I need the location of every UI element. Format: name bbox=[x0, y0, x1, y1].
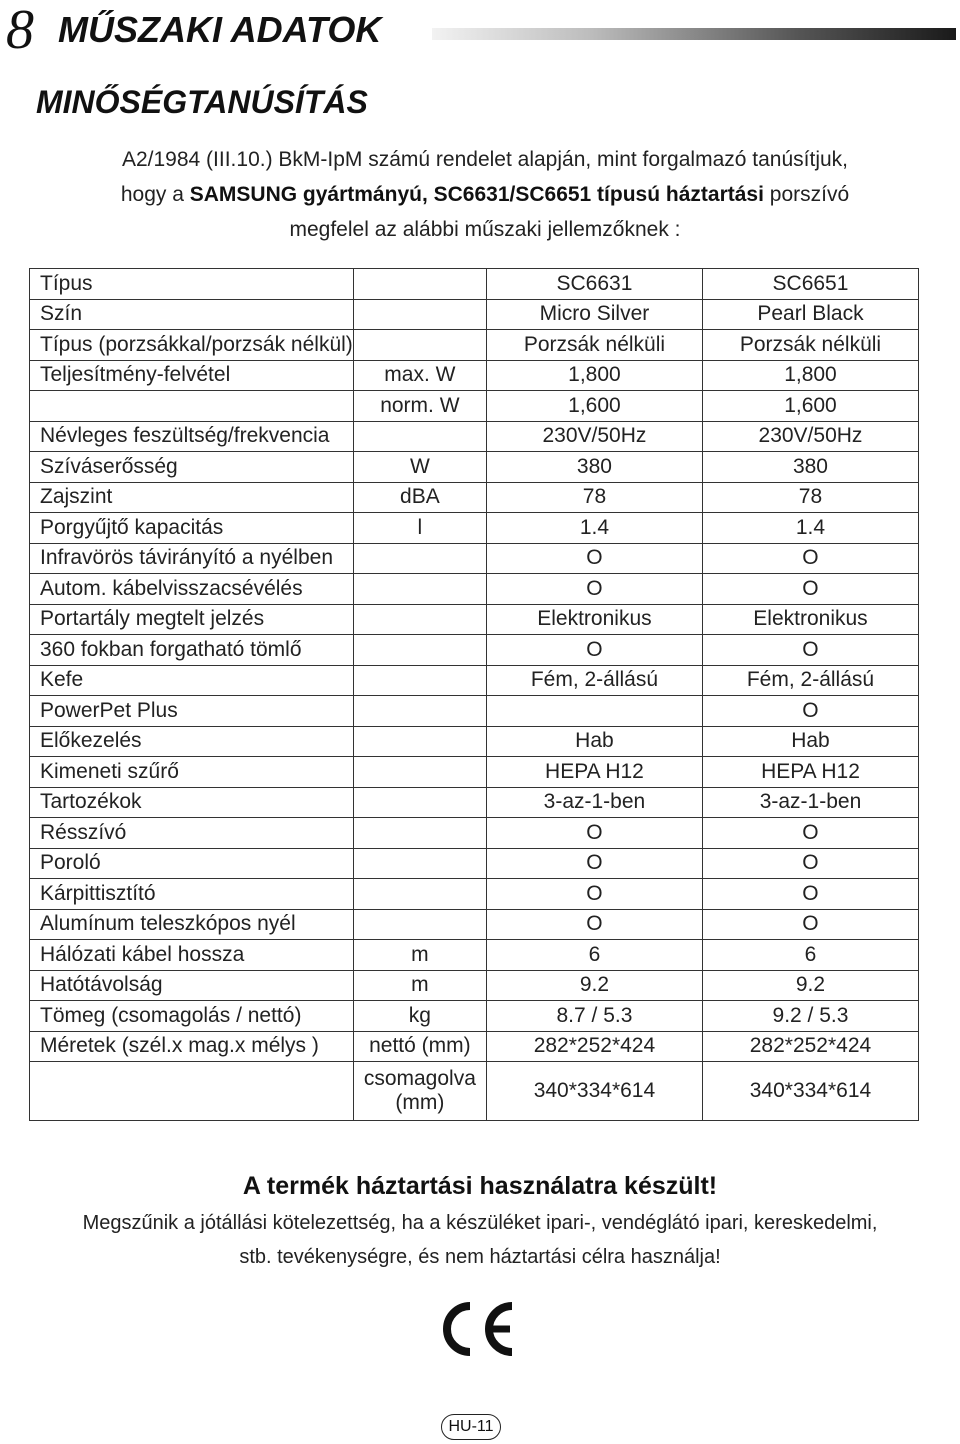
spec-value-sc6631: 6 bbox=[486, 940, 702, 971]
spec-value-sc6631: O bbox=[486, 635, 702, 666]
spec-label: PowerPet Plus bbox=[30, 696, 354, 727]
spec-row bbox=[30, 1001, 919, 1032]
spec-unit bbox=[353, 299, 486, 330]
spec-row bbox=[30, 482, 919, 513]
spec-unit bbox=[353, 757, 486, 788]
spec-unit: m bbox=[353, 940, 486, 971]
spec-row bbox=[30, 299, 919, 330]
spec-value-sc6631 bbox=[486, 696, 702, 727]
intro-line-2-bold: SAMSUNG gyártmányú, SC6631/SC6651 típusú háztartási bbox=[189, 183, 764, 206]
spec-unit bbox=[353, 330, 486, 361]
spec-unit bbox=[353, 818, 486, 849]
spec-row bbox=[30, 848, 919, 879]
spec-row bbox=[30, 909, 919, 940]
spec-value-sc6651: O bbox=[702, 909, 918, 940]
spec-value-sc6651: O bbox=[702, 543, 918, 574]
intro-line-3: megfelel az alábbi műszaki jellemzőknek : bbox=[289, 218, 681, 241]
chapter-title: MŰSZAKI ADATOK bbox=[58, 9, 382, 50]
intro-paragraph bbox=[60, 142, 910, 247]
spec-unit bbox=[353, 726, 486, 757]
spec-row bbox=[30, 513, 919, 544]
spec-value-sc6651: 6 bbox=[702, 940, 918, 971]
spec-unit-line-1: csomagolva bbox=[363, 1067, 476, 1090]
spec-value-sc6631: Porzsák nélküli bbox=[486, 330, 702, 361]
spec-unit bbox=[353, 848, 486, 879]
spec-row bbox=[30, 1031, 919, 1062]
spec-row bbox=[30, 635, 919, 666]
spec-label: Szíváserősség bbox=[30, 452, 354, 483]
spec-value-sc6651: 282*252*424 bbox=[702, 1031, 918, 1062]
spec-row bbox=[30, 940, 919, 971]
spec-value-sc6651: O bbox=[702, 848, 918, 879]
spec-unit: kg bbox=[353, 1001, 486, 1032]
ce-mark-icon bbox=[440, 1300, 518, 1358]
spec-unit bbox=[353, 574, 486, 605]
spec-label: Tömeg (csomagolás / nettó) bbox=[30, 1001, 354, 1032]
spec-unit: norm. W bbox=[353, 391, 486, 422]
spec-value-sc6631: 8.7 / 5.3 bbox=[486, 1001, 702, 1032]
spec-label: Típus bbox=[30, 269, 354, 300]
spec-value-sc6651: 380 bbox=[702, 452, 918, 483]
spec-unit bbox=[353, 543, 486, 574]
spec-label bbox=[30, 1062, 354, 1121]
spec-row bbox=[30, 879, 919, 910]
spec-unit: m bbox=[353, 970, 486, 1001]
notice-line-1: Megszűnik a jótállási kötelezettség, ha a készüléket ipari-, vendéglátó ipari, kereskedelmi, bbox=[82, 1212, 878, 1234]
chapter-header bbox=[0, 0, 960, 60]
spec-value-sc6651: 230V/50Hz bbox=[702, 421, 918, 452]
spec-value-sc6651: Elektronikus bbox=[702, 604, 918, 635]
spec-label: Poroló bbox=[30, 848, 354, 879]
spec-label: Infravörös távirányító a nyélben bbox=[30, 543, 354, 574]
spec-label: Előkezelés bbox=[30, 726, 354, 757]
spec-label: Autom. kábelvisszacsévélés bbox=[30, 574, 354, 605]
spec-value-sc6651: Pearl Black bbox=[702, 299, 918, 330]
spec-value-sc6631: O bbox=[486, 879, 702, 910]
spec-label: Hálózati kábel hossza bbox=[30, 940, 354, 971]
spec-value-sc6651: O bbox=[702, 696, 918, 727]
spec-unit: W bbox=[353, 452, 486, 483]
spec-label: Szín bbox=[30, 299, 354, 330]
spec-table-body bbox=[30, 269, 919, 1121]
spec-row bbox=[30, 574, 919, 605]
spec-unit: nettó (mm) bbox=[353, 1031, 486, 1062]
spec-value-sc6651: 1,600 bbox=[702, 391, 918, 422]
spec-row bbox=[30, 360, 919, 391]
spec-value-sc6631: 282*252*424 bbox=[486, 1031, 702, 1062]
spec-value-sc6631: Elektronikus bbox=[486, 604, 702, 635]
spec-row bbox=[30, 330, 919, 361]
spec-value-sc6651: Hab bbox=[702, 726, 918, 757]
spec-label: Portartály megtelt jelzés bbox=[30, 604, 354, 635]
spec-value-sc6631: HEPA H12 bbox=[486, 757, 702, 788]
spec-unit bbox=[353, 696, 486, 727]
spec-row-packed-dimensions bbox=[30, 1062, 919, 1121]
intro-line-2 bbox=[60, 177, 910, 212]
spec-value-sc6651: O bbox=[702, 635, 918, 666]
spec-row bbox=[30, 970, 919, 1001]
spec-label: Porgyűjtő kapacitás bbox=[30, 513, 354, 544]
spec-table bbox=[29, 268, 919, 1121]
spec-label: Névleges feszültség/frekvencia bbox=[30, 421, 354, 452]
spec-value-sc6651: 9.2 bbox=[702, 970, 918, 1001]
spec-value-sc6631: 1,600 bbox=[486, 391, 702, 422]
spec-unit bbox=[353, 665, 486, 696]
spec-value-sc6631: 380 bbox=[486, 452, 702, 483]
spec-value-sc6651: HEPA H12 bbox=[702, 757, 918, 788]
intro-line-2-pre: hogy a bbox=[120, 183, 190, 206]
notice-text bbox=[20, 1206, 940, 1274]
spec-value-sc6651: SC6651 bbox=[702, 269, 918, 300]
spec-value-sc6651: Fém, 2-állású bbox=[702, 665, 918, 696]
spec-label: Kárpittisztító bbox=[30, 879, 354, 910]
notice-line-2: stb. tevékenységre, és nem háztartási célra használja! bbox=[239, 1246, 721, 1268]
spec-label: Alumínum teleszkópos nyél bbox=[30, 909, 354, 940]
spec-unit bbox=[353, 604, 486, 635]
notice-title: A termék háztartási használatra készült! bbox=[242, 1172, 718, 1200]
spec-value-sc6631: Fém, 2-állású bbox=[486, 665, 702, 696]
spec-value-sc6631: O bbox=[486, 848, 702, 879]
section-title: MINŐSÉGTANÚSÍTÁS bbox=[36, 84, 368, 120]
spec-value-sc6651: O bbox=[702, 879, 918, 910]
intro-line-1: A2/1984 (III.10.) BkM-IpM számú rendelet alapján, mint forgalmazó tanúsítjuk, bbox=[121, 148, 848, 171]
spec-label: Típus (porzsákkal/porzsák nélkül) bbox=[30, 330, 354, 361]
spec-unit bbox=[353, 421, 486, 452]
spec-label: 360 fokban forgatható tömlő bbox=[30, 635, 354, 666]
spec-value-sc6631: Hab bbox=[486, 726, 702, 757]
spec-unit bbox=[353, 879, 486, 910]
spec-label: Hatótávolság bbox=[30, 970, 354, 1001]
spec-label: Résszívó bbox=[30, 818, 354, 849]
spec-value-sc6631: O bbox=[486, 543, 702, 574]
spec-value-sc6651: O bbox=[702, 818, 918, 849]
intro-line-2-post: porszívó bbox=[763, 183, 850, 206]
spec-row bbox=[30, 665, 919, 696]
spec-value-sc6651: 78 bbox=[702, 482, 918, 513]
spec-unit bbox=[353, 787, 486, 818]
spec-unit: max. W bbox=[353, 360, 486, 391]
spec-row bbox=[30, 726, 919, 757]
spec-row bbox=[30, 421, 919, 452]
spec-value-sc6631: SC6631 bbox=[486, 269, 702, 300]
spec-label: Tartozékok bbox=[30, 787, 354, 818]
spec-value-sc6631: O bbox=[486, 574, 702, 605]
spec-value-sc6631: 78 bbox=[486, 482, 702, 513]
spec-label: Teljesítmény-felvétel bbox=[30, 360, 354, 391]
spec-value-sc6651: 340*334*614 bbox=[702, 1062, 918, 1121]
spec-row bbox=[30, 757, 919, 788]
spec-row bbox=[30, 787, 919, 818]
spec-value-sc6631: O bbox=[486, 818, 702, 849]
spec-unit bbox=[353, 909, 486, 940]
spec-row bbox=[30, 818, 919, 849]
page-number-badge: HU-11 bbox=[441, 1414, 501, 1440]
spec-value-sc6631: 9.2 bbox=[486, 970, 702, 1001]
spec-row bbox=[30, 604, 919, 635]
spec-label bbox=[30, 391, 354, 422]
spec-value-sc6651: 9.2 / 5.3 bbox=[702, 1001, 918, 1032]
spec-row bbox=[30, 391, 919, 422]
spec-row bbox=[30, 543, 919, 574]
spec-value-sc6651: 3-az-1-ben bbox=[702, 787, 918, 818]
spec-row bbox=[30, 452, 919, 483]
spec-value-sc6651: 1,800 bbox=[702, 360, 918, 391]
spec-label: Kefe bbox=[30, 665, 354, 696]
spec-value-sc6631: Micro Silver bbox=[486, 299, 702, 330]
spec-row bbox=[30, 696, 919, 727]
spec-label: Zajszint bbox=[30, 482, 354, 513]
header-gradient-bar bbox=[432, 28, 956, 40]
spec-unit-line-2: (mm) bbox=[395, 1091, 445, 1114]
spec-value-sc6651: 1.4 bbox=[702, 513, 918, 544]
spec-unit bbox=[353, 269, 486, 300]
spec-row bbox=[30, 269, 919, 300]
spec-value-sc6631: 1.4 bbox=[486, 513, 702, 544]
spec-label: Kimeneti szűrő bbox=[30, 757, 354, 788]
spec-value-sc6631: 230V/50Hz bbox=[486, 421, 702, 452]
spec-value-sc6651: Porzsák nélküli bbox=[702, 330, 918, 361]
spec-unit: l bbox=[353, 513, 486, 544]
spec-unit: dBA bbox=[353, 482, 486, 513]
spec-value-sc6631: 3-az-1-ben bbox=[486, 787, 702, 818]
spec-value-sc6651: O bbox=[702, 574, 918, 605]
spec-label: Méretek (szél.x mag.x mélys ) bbox=[30, 1031, 354, 1062]
spec-unit bbox=[353, 1062, 486, 1121]
spec-value-sc6631: 1,800 bbox=[486, 360, 702, 391]
spec-value-sc6631: O bbox=[486, 909, 702, 940]
chapter-number: 8 bbox=[6, 0, 34, 61]
spec-unit bbox=[353, 635, 486, 666]
spec-value-sc6631: 340*334*614 bbox=[486, 1062, 702, 1121]
